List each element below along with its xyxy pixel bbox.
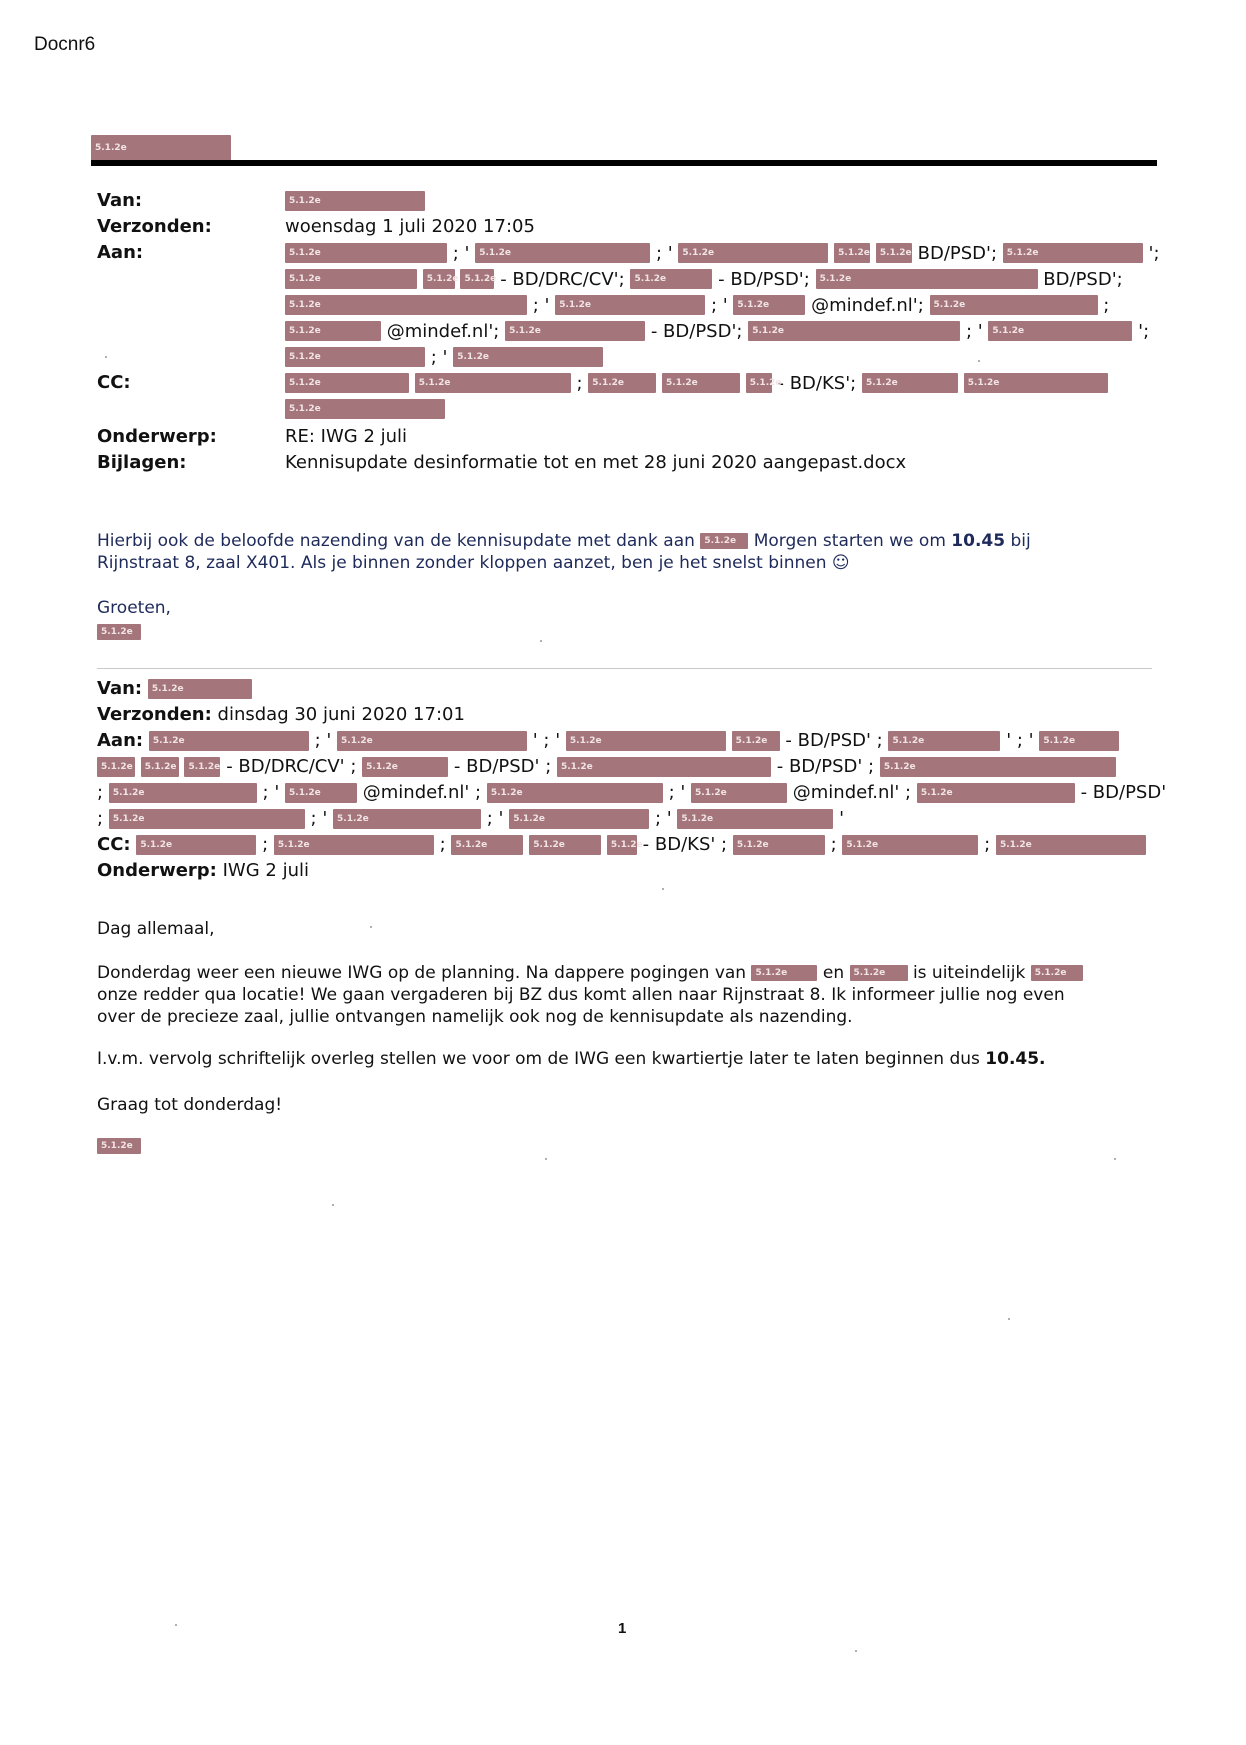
redaction-block: 5.1.2e	[850, 965, 908, 981]
redaction-block: 5.1.2e	[475, 243, 650, 263]
body-text: Morgen starten we om	[753, 531, 946, 551]
to-label: Aan:	[97, 242, 144, 263]
body-text: over de precieze zaal, jullie ontvangen namelijk ook nog de kennisupdate als nazending.	[97, 1007, 853, 1027]
separator: ;	[262, 834, 269, 855]
separator: ;	[830, 834, 837, 855]
redaction-block: 5.1.2e	[691, 783, 787, 803]
recipient-dept: - BD/PSD'	[1080, 782, 1167, 803]
redaction-block: 5.1.2e	[748, 321, 960, 341]
separator: ; '	[710, 294, 728, 316]
redaction-block: 5.1.2e	[662, 373, 740, 393]
redaction-block: 5.1.2e	[557, 757, 771, 777]
redaction-block: 5.1.2e	[842, 835, 978, 855]
scan-speck	[105, 356, 107, 358]
scan-speck	[332, 1204, 334, 1206]
recipient-dept: BD/PSD';	[1043, 268, 1123, 290]
original-paragraph-1	[97, 962, 1157, 1028]
redaction-block: 5.1.2e	[274, 835, 434, 855]
sent-label: Verzonden:	[97, 704, 212, 725]
redaction-block: 5.1.2e	[333, 809, 481, 829]
redaction-block: 5.1.2e	[733, 835, 825, 855]
recipient-email-domain: @mindef.nl';	[811, 294, 924, 316]
original-paragraph-2	[97, 1048, 1157, 1070]
scan-speck	[855, 1650, 857, 1652]
to-recipients	[285, 242, 1160, 372]
redaction-block: 5.1.2e	[677, 809, 833, 829]
separator: ; '	[654, 808, 672, 829]
recipient-dept: - BD/PSD';	[650, 320, 743, 342]
redaction-block: 5.1.2e	[566, 731, 726, 751]
redaction-block: 5.1.2e	[996, 835, 1146, 855]
recipient-dept: - BD/PSD' ;	[785, 730, 883, 751]
separator: ;	[576, 372, 583, 394]
to-label: Aan:	[97, 730, 144, 751]
redaction-block: 5.1.2e	[285, 347, 425, 367]
attachment-filename: Kennisupdate desinformatie tot en met 28 juni 2020 aangepast.docx	[285, 452, 907, 473]
body-text: is uiteindelijk	[912, 963, 1026, 983]
redaction-block: 5.1.2e	[285, 399, 445, 419]
subject-value: RE: IWG 2 juli	[285, 426, 408, 447]
from-label: Van:	[97, 190, 143, 211]
body-text: Rijnstraat 8, zaal X401. Als je binnen zonder kloppen aanzet, ben je het snelst binnen ☺	[97, 553, 850, 573]
separator: ; '	[452, 242, 470, 264]
redaction-block: 5.1.2e	[109, 809, 305, 829]
redaction-block: 5.1.2e	[630, 269, 712, 289]
scan-speck	[978, 360, 980, 362]
redaction-block: 5.1.2e	[888, 731, 1000, 751]
redaction-block: 5.1.2e	[733, 295, 805, 315]
redaction-block: 5.1.2e	[746, 373, 772, 393]
redaction-block: 5.1.2e	[505, 321, 645, 341]
separator: ;	[984, 834, 991, 855]
subject-label: Onderwerp:	[97, 860, 217, 881]
redaction-block: 5.1.2e	[451, 835, 523, 855]
redaction-block: 5.1.2e	[149, 731, 309, 751]
redaction-block: 5.1.2e	[136, 835, 256, 855]
salutation: Dag allemaal,	[97, 919, 215, 939]
redaction-block: 5.1.2e	[964, 373, 1108, 393]
redaction-block: 5.1.2e	[751, 965, 817, 981]
redaction-block: 5.1.2e	[423, 269, 455, 289]
recipient-dept: - BD/KS' ;	[642, 834, 728, 855]
recipient-dept: - BD/PSD' ;	[453, 756, 552, 777]
body-text: bij	[1010, 531, 1031, 551]
redaction-block: 5.1.2e	[930, 295, 1098, 315]
redaction-block: 5.1.2e	[453, 347, 603, 367]
body-text: en	[822, 963, 845, 983]
redaction-block: 5.1.2e	[732, 731, 780, 751]
recipient-dept: - BD/DRC/CV' ;	[226, 756, 357, 777]
scan-speck	[1008, 1318, 1010, 1320]
redaction-block: 5.1.2e	[285, 191, 425, 211]
signature-redaction: 5.1.2e	[97, 1138, 141, 1154]
redaction-block: 5.1.2e	[588, 373, 656, 393]
separator: ';	[1138, 320, 1150, 342]
redaction-block: 5.1.2e	[285, 373, 409, 393]
redaction-block: 5.1.2e	[834, 243, 870, 263]
from-label: Van:	[97, 678, 143, 699]
recipient-email-domain: @mindef.nl';	[386, 320, 500, 342]
meeting-time: 10.45	[951, 531, 1006, 551]
redaction-block: 5.1.2e	[1031, 965, 1083, 981]
separator: ; '	[668, 782, 686, 803]
separator: ;	[439, 834, 446, 855]
separator: ; '	[430, 346, 448, 368]
body-text: Hierbij ook de beloofde nazending van de kennisupdate met dank aan	[97, 531, 695, 551]
redaction-block: 5.1.2e	[555, 295, 705, 315]
separator: ; '	[486, 808, 504, 829]
cc-label: CC:	[97, 372, 131, 393]
redaction-block: 5.1.2e	[816, 269, 1038, 289]
scan-speck	[1114, 1158, 1116, 1160]
scan-speck	[175, 1624, 177, 1626]
redaction-block: 5.1.2e	[141, 757, 179, 777]
redaction-block: 5.1.2e	[285, 295, 527, 315]
body-text: I.v.m. vervolg schriftelijk overleg stellen we voor om de IWG een kwartiertje later te laten beginnen dus	[97, 1049, 980, 1069]
redaction-block: 5.1.2e	[917, 783, 1075, 803]
separator: ;	[1103, 294, 1110, 316]
redaction-block: 5.1.2e	[678, 243, 828, 263]
header-rule	[91, 160, 1157, 166]
document-number: Docnr6	[34, 34, 96, 55]
separator: ; '	[314, 730, 332, 751]
reply-header	[97, 190, 1160, 478]
redaction-block: 5.1.2e	[487, 783, 663, 803]
redaction-block: 5.1.2e	[988, 321, 1132, 341]
recipient-dept: BD/PSD';	[917, 242, 998, 264]
redaction-block: 5.1.2e	[529, 835, 601, 855]
redaction-block: 5.1.2e	[876, 243, 912, 263]
greeting: Groeten,	[97, 598, 171, 618]
body-text: onze redder qua locatie! We gaan vergaderen bij BZ dus komt allen naar Rijnstraat 8. Ik informeer jullie nog even	[97, 985, 1065, 1005]
redaction-block: 5.1.2e	[285, 321, 381, 341]
original-header	[97, 678, 1167, 886]
reply-body	[97, 530, 1157, 574]
sent-value: dinsdag 30 juni 2020 17:01	[217, 704, 465, 725]
redaction-block: 5.1.2e	[1003, 243, 1143, 263]
meeting-time: 10.45.	[985, 1049, 1046, 1069]
recipient-email-domain: @mindef.nl' ;	[362, 782, 482, 803]
redaction-block: 5.1.2e	[91, 135, 231, 161]
cc-recipients	[285, 372, 1157, 424]
scan-speck	[545, 1158, 547, 1160]
recipient-email-domain: @mindef.nl' ;	[792, 782, 912, 803]
separator: ;	[97, 782, 104, 803]
separator: ; '	[655, 242, 673, 264]
recipient-dept: - BD/PSD' ;	[776, 756, 875, 777]
recipient-dept: - BD/PSD';	[718, 268, 810, 290]
sent-label: Verzonden:	[97, 216, 212, 237]
redaction-block: 5.1.2e	[148, 679, 252, 699]
body-text: Donderdag weer een nieuwe IWG op de planning. Na dappere pogingen van	[97, 963, 747, 983]
redaction-block: 5.1.2e	[509, 809, 649, 829]
redaction-block: 5.1.2e	[1039, 731, 1119, 751]
separator: ; '	[262, 782, 280, 803]
recipient-dept: - BD/KS';	[777, 372, 857, 394]
redaction-block: 5.1.2e	[460, 269, 494, 289]
separator: ; '	[965, 320, 983, 342]
cc-label: CC:	[97, 834, 131, 855]
redaction-block: 5.1.2e	[184, 757, 220, 777]
redaction-block: 5.1.2e	[607, 835, 637, 855]
redaction-block: 5.1.2e	[285, 243, 447, 263]
separator: ';	[1148, 242, 1160, 264]
closing: Graag tot donderdag!	[97, 1095, 283, 1115]
separator: ; '	[310, 808, 328, 829]
redaction-block: 5.1.2e	[285, 783, 357, 803]
scan-speck	[540, 640, 542, 642]
separator: ' ; '	[1006, 730, 1034, 751]
separator: ; '	[532, 294, 550, 316]
separator: ;	[97, 808, 104, 829]
redaction-block: 5.1.2e	[337, 731, 527, 751]
signature-redaction: 5.1.2e	[97, 624, 141, 640]
redaction-block: 5.1.2e	[862, 373, 958, 393]
redaction-block: 5.1.2e	[97, 757, 135, 777]
subject-label: Onderwerp:	[97, 426, 217, 447]
email-separator	[97, 668, 1152, 669]
redaction-block: 5.1.2e	[362, 757, 448, 777]
separator: ' ; '	[532, 730, 561, 751]
redaction-block: 5.1.2e	[285, 269, 417, 289]
redaction-block: 5.1.2e	[700, 533, 748, 549]
scan-speck	[370, 926, 372, 928]
separator: '	[839, 808, 845, 829]
redaction-block: 5.1.2e	[109, 783, 257, 803]
attachments-label: Bijlagen:	[97, 452, 187, 473]
sent-value: woensdag 1 juli 2020 17:05	[285, 216, 535, 237]
scan-speck	[662, 888, 664, 890]
redaction-block: 5.1.2e	[415, 373, 571, 393]
subject-value: IWG 2 juli	[222, 860, 309, 881]
redaction-block: 5.1.2e	[880, 757, 1116, 777]
page-number: 1	[618, 1620, 627, 1637]
recipient-dept: - BD/DRC/CV';	[500, 268, 625, 290]
